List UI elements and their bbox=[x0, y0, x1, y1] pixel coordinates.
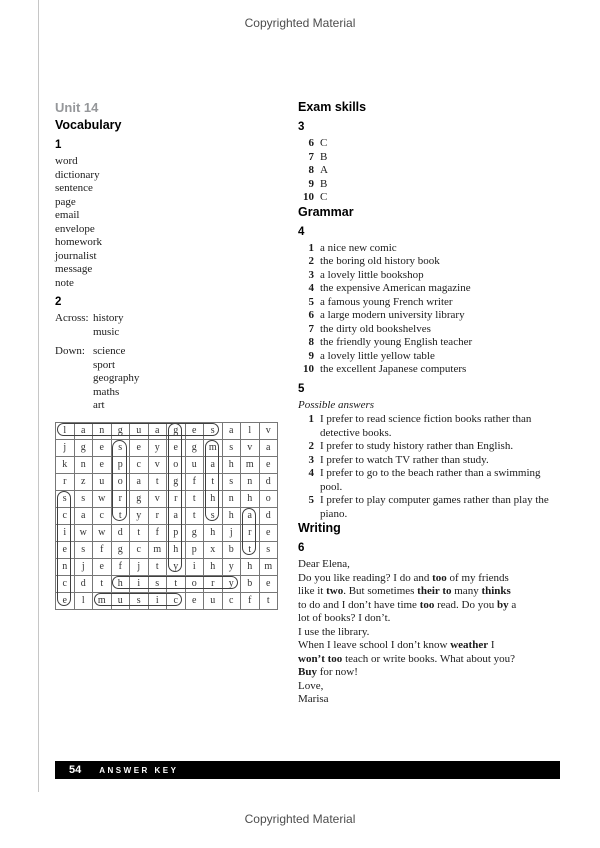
letter-line bbox=[298, 558, 564, 572]
grid-cell: l bbox=[241, 422, 260, 439]
error-word: by bbox=[496, 598, 509, 611]
grid-row bbox=[56, 575, 278, 592]
letter-line bbox=[298, 572, 564, 586]
grid-cell: g bbox=[167, 473, 186, 490]
unit-title: Unit 14 bbox=[55, 100, 99, 115]
answer-number: 9 bbox=[308, 177, 314, 190]
grid-cell: w bbox=[93, 524, 112, 541]
letter-text: for now! bbox=[316, 666, 358, 678]
grid-cell: e bbox=[93, 558, 112, 575]
grid-cell: s bbox=[130, 592, 149, 609]
grid-cell: w bbox=[93, 490, 112, 507]
answer-letter: B bbox=[320, 177, 328, 190]
possible-answers-note: Possible answers bbox=[298, 398, 375, 411]
grid-cell: i bbox=[185, 558, 204, 575]
grid-cell: u bbox=[130, 422, 149, 439]
item-text: I prefer to go to the beach rather than a swimming pool. bbox=[320, 467, 541, 493]
exam-answer-row bbox=[298, 191, 564, 205]
grammar-item bbox=[298, 282, 564, 296]
grid-row bbox=[56, 558, 278, 575]
vocabulary-word-list bbox=[55, 155, 287, 290]
item-number: 8 bbox=[308, 336, 314, 348]
grid-cell: h bbox=[111, 575, 130, 592]
letter-text: . But sometimes bbox=[343, 585, 418, 597]
grid-cell: a bbox=[222, 422, 241, 439]
grid-cell: t bbox=[130, 524, 149, 541]
item-text: I prefer to study history rather than English. bbox=[320, 440, 514, 452]
grid-row bbox=[56, 524, 278, 541]
grid-cell: e bbox=[259, 524, 278, 541]
exercise5-number: 5 bbox=[298, 382, 305, 395]
grid-cell: j bbox=[56, 439, 75, 456]
grid-row bbox=[56, 473, 278, 490]
grid-cell: h bbox=[241, 490, 260, 507]
grammar-item bbox=[298, 296, 564, 310]
grid-cell: v bbox=[148, 490, 167, 507]
grid-cell: n bbox=[93, 422, 112, 439]
grid-cell: u bbox=[111, 592, 130, 609]
footer-bar bbox=[55, 761, 560, 779]
letter-text: a bbox=[508, 598, 517, 611]
grid-cell: a bbox=[204, 456, 223, 473]
grid-cell: k bbox=[56, 456, 75, 473]
corrected-letter bbox=[298, 558, 564, 707]
page-edge-line bbox=[38, 0, 39, 792]
letter-text: read. Do you bbox=[434, 598, 497, 611]
item-number: 9 bbox=[308, 349, 314, 362]
grid-cell: h bbox=[222, 507, 241, 524]
letter-text: to do and I don’t have time bbox=[298, 598, 420, 611]
item-number: 4 bbox=[308, 467, 314, 479]
grid-cell: c bbox=[130, 541, 149, 558]
item-text: the boring old history book bbox=[320, 255, 440, 267]
grid-row bbox=[56, 422, 278, 439]
answer-letter: C bbox=[320, 137, 328, 149]
item-text: I prefer to read science fiction books rather than detective books. bbox=[320, 413, 532, 439]
grammar-answer-list bbox=[298, 242, 564, 377]
grid-cell: n bbox=[56, 558, 75, 575]
item-number: 7 bbox=[308, 322, 314, 335]
grid-cell: y bbox=[222, 575, 241, 592]
answer-number: 8 bbox=[308, 164, 314, 176]
letter-line bbox=[298, 612, 564, 626]
vocab-word: sentence bbox=[55, 182, 93, 194]
letter-text: like it bbox=[298, 585, 327, 597]
grid-cell: c bbox=[93, 507, 112, 524]
grid-cell: j bbox=[222, 524, 241, 541]
grid-cell: v bbox=[148, 456, 167, 473]
grid-cell: g bbox=[111, 422, 130, 439]
grid-cell: g bbox=[185, 439, 204, 456]
letter-line bbox=[298, 680, 564, 694]
grid-cell: t bbox=[241, 541, 260, 558]
grid-cell: g bbox=[185, 524, 204, 541]
exam-answer-list bbox=[298, 137, 564, 205]
grid-cell: h bbox=[204, 524, 223, 541]
grid-cell: e bbox=[259, 456, 278, 473]
vocab-word: homework bbox=[55, 236, 103, 248]
possible-answer-list bbox=[298, 413, 564, 521]
letter-text: many bbox=[451, 585, 482, 597]
grid-cell: d bbox=[111, 524, 130, 541]
item-text: the expensive American magazine bbox=[320, 282, 471, 294]
grid-cell: t bbox=[148, 558, 167, 575]
possible-answer-item bbox=[298, 413, 564, 440]
grid-cell: u bbox=[204, 592, 223, 609]
exercise1-number: 1 bbox=[55, 139, 62, 151]
letter-line bbox=[298, 653, 564, 667]
grammar-heading: Grammar bbox=[298, 204, 354, 219]
grid-cell: o bbox=[111, 473, 130, 490]
grid-cell: s bbox=[222, 439, 241, 456]
grid-cell: l bbox=[74, 592, 93, 609]
down-answers-row bbox=[55, 345, 287, 413]
grid-cell: r bbox=[167, 490, 186, 507]
grid-cell: z bbox=[74, 473, 93, 490]
writing-heading: Writing bbox=[298, 521, 341, 535]
grid-cell: a bbox=[130, 473, 149, 490]
grid-cell: t bbox=[185, 490, 204, 507]
error-word: too bbox=[419, 598, 435, 611]
grid-cell: d bbox=[74, 575, 93, 592]
grid-row bbox=[56, 456, 278, 473]
exam-answer-row bbox=[298, 164, 564, 178]
grid-cell: e bbox=[185, 422, 204, 439]
item-text: a lovely little yellow table bbox=[320, 349, 435, 362]
exam-skills-heading: Exam skills bbox=[298, 100, 367, 114]
grid-cell: h bbox=[204, 490, 223, 507]
grid-cell: b bbox=[222, 541, 241, 558]
vocab-word: email bbox=[55, 209, 80, 221]
grid-cell: s bbox=[259, 541, 278, 558]
copyright-notice-top: Copyrighted Material bbox=[244, 16, 356, 30]
grid-cell: t bbox=[185, 507, 204, 524]
grid-cell: o bbox=[259, 490, 278, 507]
down-label: Down: bbox=[55, 345, 85, 357]
grid-cell: x bbox=[204, 541, 223, 558]
grid-cell: m bbox=[93, 592, 112, 609]
possible-answer-item bbox=[298, 454, 564, 468]
grid-cell: e bbox=[93, 456, 112, 473]
grid-cell: p bbox=[111, 456, 130, 473]
letter-text: I use the library. bbox=[298, 625, 370, 638]
grid-cell: m bbox=[148, 541, 167, 558]
grid-cell: p bbox=[167, 524, 186, 541]
grid-cell: u bbox=[185, 456, 204, 473]
letter-text: Love, bbox=[298, 679, 324, 692]
vocab-word: page bbox=[55, 195, 76, 208]
grammar-item bbox=[298, 350, 564, 364]
grid-row bbox=[56, 507, 278, 524]
item-text: the excellent Japanese computers bbox=[320, 363, 467, 375]
answer-letter: C bbox=[320, 191, 328, 203]
vocab-word: note bbox=[55, 276, 74, 289]
grid-cell: r bbox=[56, 473, 75, 490]
grid-row bbox=[56, 439, 278, 456]
wordsearch-table bbox=[55, 422, 278, 610]
letter-text: Dear Elena, bbox=[298, 558, 350, 570]
grid-cell: e bbox=[56, 541, 75, 558]
letter-text: Marisa bbox=[298, 693, 329, 705]
across-word: music bbox=[93, 325, 120, 338]
grid-cell: s bbox=[222, 473, 241, 490]
grid-cell: h bbox=[241, 558, 260, 575]
grid-cell: c bbox=[222, 592, 241, 609]
item-number: 5 bbox=[308, 494, 314, 506]
grid-cell: h bbox=[167, 541, 186, 558]
grid-cell: g bbox=[167, 422, 186, 439]
vocabulary-heading: Vocabulary bbox=[55, 118, 122, 132]
grid-cell: f bbox=[93, 541, 112, 558]
exam-answer-row bbox=[298, 137, 564, 151]
answer-number: 6 bbox=[308, 137, 314, 149]
grid-cell: s bbox=[56, 490, 75, 507]
grid-cell: r bbox=[204, 575, 223, 592]
vocab-word: journalist bbox=[55, 249, 97, 262]
grid-cell: e bbox=[259, 575, 278, 592]
grid-cell: y bbox=[130, 507, 149, 524]
grid-cell: a bbox=[74, 422, 93, 439]
exam-answer-row bbox=[298, 178, 564, 192]
grid-cell: f bbox=[111, 558, 130, 575]
error-word: weather bbox=[450, 639, 489, 651]
grid-cell: c bbox=[56, 575, 75, 592]
grid-cell: c bbox=[56, 507, 75, 524]
down-word-list bbox=[93, 345, 139, 413]
grid-cell: s bbox=[204, 422, 223, 439]
error-word: their to bbox=[417, 585, 452, 597]
grid-cell: e bbox=[56, 592, 75, 609]
item-text: I prefer to watch TV rather than study. bbox=[320, 453, 489, 466]
grammar-item bbox=[298, 269, 564, 283]
item-text: a large modern university library bbox=[320, 309, 465, 321]
letter-line bbox=[298, 599, 564, 613]
grid-cell: p bbox=[185, 541, 204, 558]
grid-cell: y bbox=[148, 439, 167, 456]
grid-cell: i bbox=[148, 592, 167, 609]
letter-text: of my friends bbox=[446, 571, 509, 584]
item-number: 4 bbox=[308, 282, 314, 294]
down-word: sport bbox=[93, 358, 115, 371]
grammar-item bbox=[298, 323, 564, 337]
grid-cell: t bbox=[167, 575, 186, 592]
grid-cell: n bbox=[74, 456, 93, 473]
grid-cell: e bbox=[130, 439, 149, 456]
grid-cell: o bbox=[167, 456, 186, 473]
letter-line bbox=[298, 585, 564, 599]
grid-cell: a bbox=[148, 422, 167, 439]
grid-cell: s bbox=[111, 439, 130, 456]
wordsearch-grid bbox=[55, 422, 279, 610]
grid-cell: e bbox=[93, 439, 112, 456]
grid-cell: e bbox=[185, 592, 204, 609]
grid-cell: r bbox=[148, 507, 167, 524]
answer-key-label: ANSWER KEY bbox=[99, 765, 179, 775]
letter-text: Do you like reading? I do and bbox=[298, 571, 433, 584]
error-word: won’t too bbox=[298, 652, 343, 665]
grid-cell: t bbox=[259, 592, 278, 609]
down-word: art bbox=[93, 399, 105, 411]
item-number: 3 bbox=[308, 268, 314, 281]
letter-line bbox=[298, 666, 564, 680]
letter-line bbox=[298, 693, 564, 707]
vocab-word: message bbox=[55, 263, 93, 275]
error-word: two bbox=[326, 585, 344, 597]
grammar-item bbox=[298, 363, 564, 377]
grid-cell: s bbox=[74, 541, 93, 558]
grid-cell: d bbox=[259, 473, 278, 490]
grid-cell: e bbox=[167, 439, 186, 456]
item-number: 6 bbox=[308, 309, 314, 321]
grid-cell: m bbox=[241, 456, 260, 473]
answer-letter: B bbox=[320, 150, 328, 163]
grid-cell: r bbox=[241, 524, 260, 541]
grid-cell: f bbox=[185, 473, 204, 490]
grid-cell: m bbox=[204, 439, 223, 456]
answer-number: 10 bbox=[303, 191, 314, 203]
letter-text: When I leave school I don’t know bbox=[298, 639, 451, 651]
grammar-item bbox=[298, 255, 564, 269]
grid-cell: l bbox=[56, 422, 75, 439]
letter-line bbox=[298, 626, 564, 640]
item-text: a nice new comic bbox=[320, 241, 397, 254]
item-text: the friendly young English teacher bbox=[320, 336, 473, 348]
grammar-item bbox=[298, 242, 564, 256]
grid-cell: t bbox=[93, 575, 112, 592]
grid-row bbox=[56, 490, 278, 507]
grid-cell: h bbox=[204, 558, 223, 575]
answer-number: 7 bbox=[308, 150, 314, 163]
grid-cell: o bbox=[185, 575, 204, 592]
exercise4-number: 4 bbox=[298, 225, 305, 238]
grid-cell: a bbox=[241, 507, 260, 524]
across-word: history bbox=[93, 312, 124, 324]
grid-cell: i bbox=[130, 575, 149, 592]
item-text: I prefer to play computer games rather than play the piano. bbox=[320, 494, 549, 520]
item-number: 2 bbox=[308, 440, 314, 452]
grid-cell: a bbox=[259, 439, 278, 456]
grid-cell: b bbox=[241, 575, 260, 592]
grid-cell: t bbox=[111, 507, 130, 524]
across-word-list bbox=[93, 312, 124, 339]
letter-text: lot of books? I don’t. bbox=[298, 612, 391, 624]
error-word: too bbox=[432, 571, 447, 584]
exercise3-number: 3 bbox=[298, 121, 305, 133]
grid-cell: j bbox=[74, 558, 93, 575]
letter-text: teach or write books. What about you? bbox=[342, 652, 516, 665]
grid-cell: c bbox=[130, 456, 149, 473]
grammar-item bbox=[298, 336, 564, 350]
item-text: a famous young French writer bbox=[320, 295, 453, 308]
grid-cell: c bbox=[167, 592, 186, 609]
grid-cell: t bbox=[204, 473, 223, 490]
answer-letter: A bbox=[320, 164, 328, 176]
item-text: the dirty old bookshelves bbox=[320, 322, 431, 335]
item-number: 2 bbox=[308, 255, 314, 267]
grid-cell: r bbox=[111, 490, 130, 507]
down-word: science bbox=[93, 345, 126, 357]
error-word: thinks bbox=[481, 585, 511, 597]
grammar-item bbox=[298, 309, 564, 323]
item-number: 3 bbox=[308, 453, 314, 466]
possible-answer-item bbox=[298, 467, 564, 494]
grid-row bbox=[56, 541, 278, 558]
item-number: 1 bbox=[308, 241, 314, 254]
possible-answer-item bbox=[298, 494, 564, 521]
grid-cell: a bbox=[74, 507, 93, 524]
grid-cell: s bbox=[74, 490, 93, 507]
grid-cell: f bbox=[148, 524, 167, 541]
error-word: Buy bbox=[298, 666, 317, 678]
grid-cell: s bbox=[148, 575, 167, 592]
grid-cell: t bbox=[148, 473, 167, 490]
grid-cell: a bbox=[167, 507, 186, 524]
grid-cell: w bbox=[74, 524, 93, 541]
down-word: maths bbox=[93, 385, 120, 398]
item-number: 1 bbox=[308, 413, 314, 425]
vocab-word: dictionary bbox=[55, 168, 100, 181]
item-number: 10 bbox=[303, 363, 314, 375]
grid-cell: m bbox=[259, 558, 278, 575]
grid-cell: h bbox=[222, 456, 241, 473]
letter-text: I bbox=[488, 639, 495, 651]
grid-cell: g bbox=[111, 541, 130, 558]
grid-cell: g bbox=[74, 439, 93, 456]
across-answers-row bbox=[55, 312, 287, 339]
letter-line bbox=[298, 639, 564, 653]
grid-cell: n bbox=[241, 473, 260, 490]
grid-cell: d bbox=[259, 507, 278, 524]
grid-cell: v bbox=[259, 422, 278, 439]
across-label: Across: bbox=[55, 312, 89, 324]
grid-cell: n bbox=[222, 490, 241, 507]
grid-cell: s bbox=[204, 507, 223, 524]
grid-row bbox=[56, 592, 278, 609]
grid-cell: v bbox=[241, 439, 260, 456]
exercise2-number: 2 bbox=[55, 296, 62, 308]
grid-cell: y bbox=[167, 558, 186, 575]
left-column bbox=[55, 100, 287, 610]
down-word: geography bbox=[93, 372, 140, 384]
grid-cell: y bbox=[222, 558, 241, 575]
grid-cell: u bbox=[93, 473, 112, 490]
vocab-word: word bbox=[55, 155, 78, 167]
item-number: 5 bbox=[308, 295, 314, 308]
vocab-word: envelope bbox=[55, 222, 95, 235]
right-column bbox=[298, 100, 564, 707]
grid-cell: f bbox=[241, 592, 260, 609]
possible-answer-item bbox=[298, 440, 564, 454]
grid-cell: g bbox=[130, 490, 149, 507]
item-text: a lovely little bookshop bbox=[320, 268, 424, 281]
grid-cell: i bbox=[56, 524, 75, 541]
copyright-notice-bottom: Copyrighted Material bbox=[244, 812, 356, 826]
exam-answer-row bbox=[298, 151, 564, 165]
page-number: 54 bbox=[69, 764, 82, 776]
grid-cell: j bbox=[130, 558, 149, 575]
exercise6-number: 6 bbox=[298, 542, 305, 554]
